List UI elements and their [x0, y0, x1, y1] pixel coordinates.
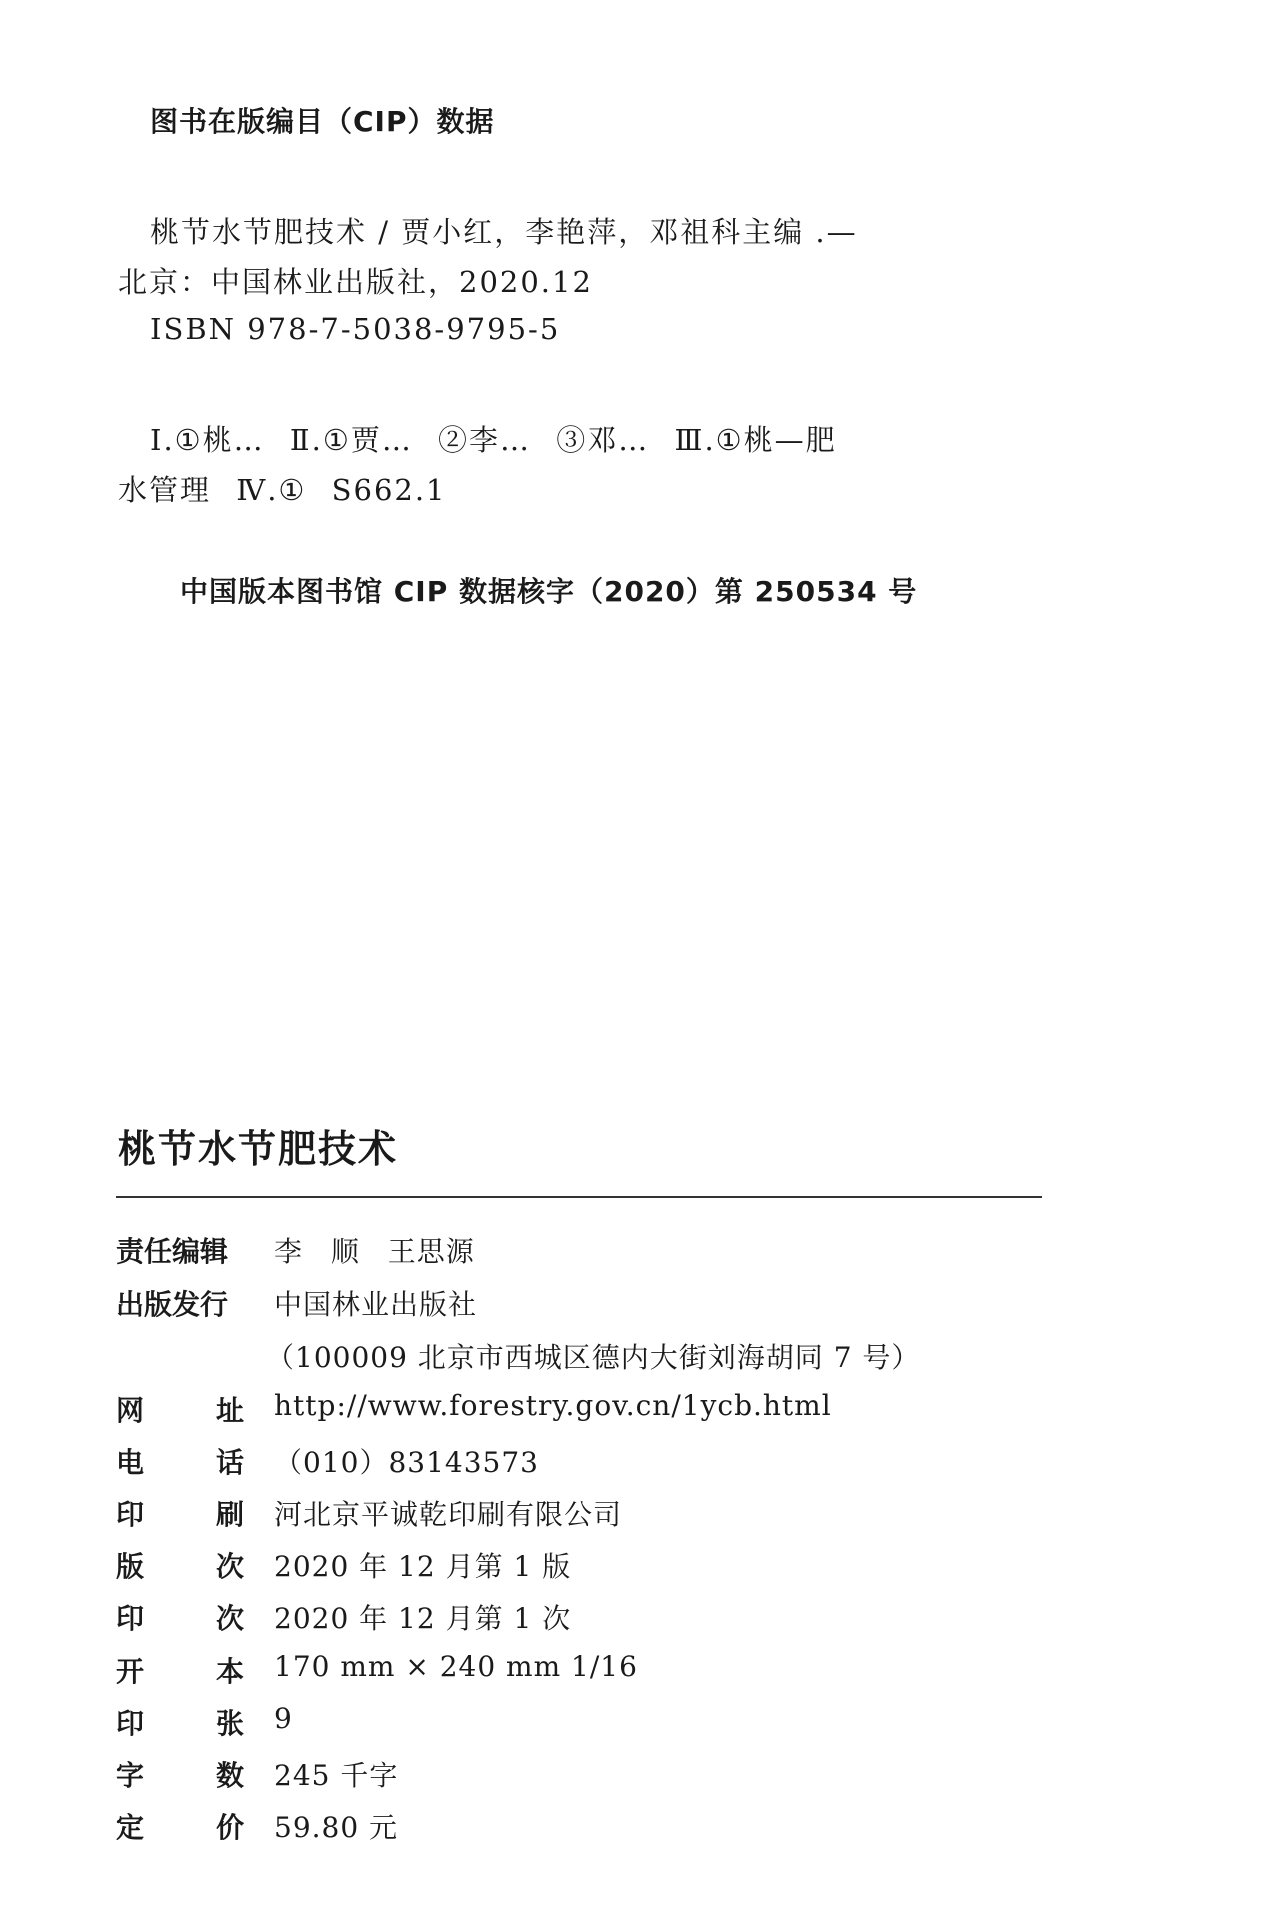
price-value: 59.80 元: [274, 1811, 399, 1844]
sheets-value: 9: [274, 1702, 293, 1735]
cip-title-line: 桃节水节肥技术 / 贾小红，李艳萍，邓祖科主编 .—: [150, 215, 858, 249]
title-divider: [116, 1196, 1042, 1198]
book-title: 桃节水节肥技术: [118, 1127, 399, 1171]
editor-value: 李 顺 王思源: [274, 1235, 475, 1268]
row-label-char: 版: [116, 1550, 145, 1583]
row-label-char: 张: [215, 1707, 244, 1740]
row-label-char: 刷: [215, 1498, 244, 1531]
format-value: 170 mm × 240 mm 1/16: [274, 1650, 638, 1683]
printing-value: 2020 年 12 月第 1 次: [274, 1602, 572, 1635]
cip-heading: 图书在版编目（CIP）数据: [150, 105, 495, 138]
row-label-char: 印: [116, 1602, 145, 1635]
row-label-char: 定: [116, 1811, 145, 1844]
cip-isbn: ISBN 978-7-5038-9795-5: [150, 312, 561, 346]
row-label-char: 印: [116, 1498, 145, 1531]
row-label-char: 次: [215, 1602, 244, 1635]
row-label-char: 数: [215, 1759, 244, 1792]
row-label-char: 次: [215, 1550, 244, 1583]
cip-check-number: 中国版本图书馆 CIP 数据核字（2020）第 250534 号: [180, 575, 918, 608]
row-label-char: 字: [116, 1759, 145, 1792]
row-label-char: 网: [116, 1394, 145, 1427]
row-label-char: 开: [116, 1655, 145, 1688]
cip-classification-line-2: 水管理 Ⅳ.① S662.1: [118, 473, 447, 507]
row-label-char: 址: [215, 1394, 244, 1427]
publisher-value: 中国林业出版社: [274, 1288, 478, 1321]
row-label-char: 本: [215, 1655, 244, 1688]
row-label-char: 价: [215, 1811, 244, 1844]
edition-value: 2020 年 12 月第 1 版: [274, 1550, 572, 1583]
word-count-value: 245 千字: [274, 1759, 399, 1792]
cip-publisher-line: 北京：中国林业出版社，2020.12: [118, 265, 593, 299]
website-value: http://www.forestry.gov.cn/1ycb.html: [274, 1389, 832, 1422]
row-label-char: 印: [116, 1707, 145, 1740]
publisher-label: 出版发行: [116, 1288, 229, 1321]
row-label-char: 话: [215, 1446, 244, 1479]
phone-value: （010）83143573: [274, 1446, 539, 1479]
editor-label: 责任编辑: [116, 1235, 229, 1268]
printer-value: 河北京平诚乾印刷有限公司: [274, 1498, 623, 1531]
row-label-char: 电: [116, 1446, 145, 1479]
publisher-address: （100009 北京市西城区德内大街刘海胡同 7 号）: [266, 1341, 921, 1374]
cip-classification-line-1: Ⅰ.①桃… Ⅱ.①贾… ②李… ③邓… Ⅲ.①桃—肥: [150, 423, 837, 457]
